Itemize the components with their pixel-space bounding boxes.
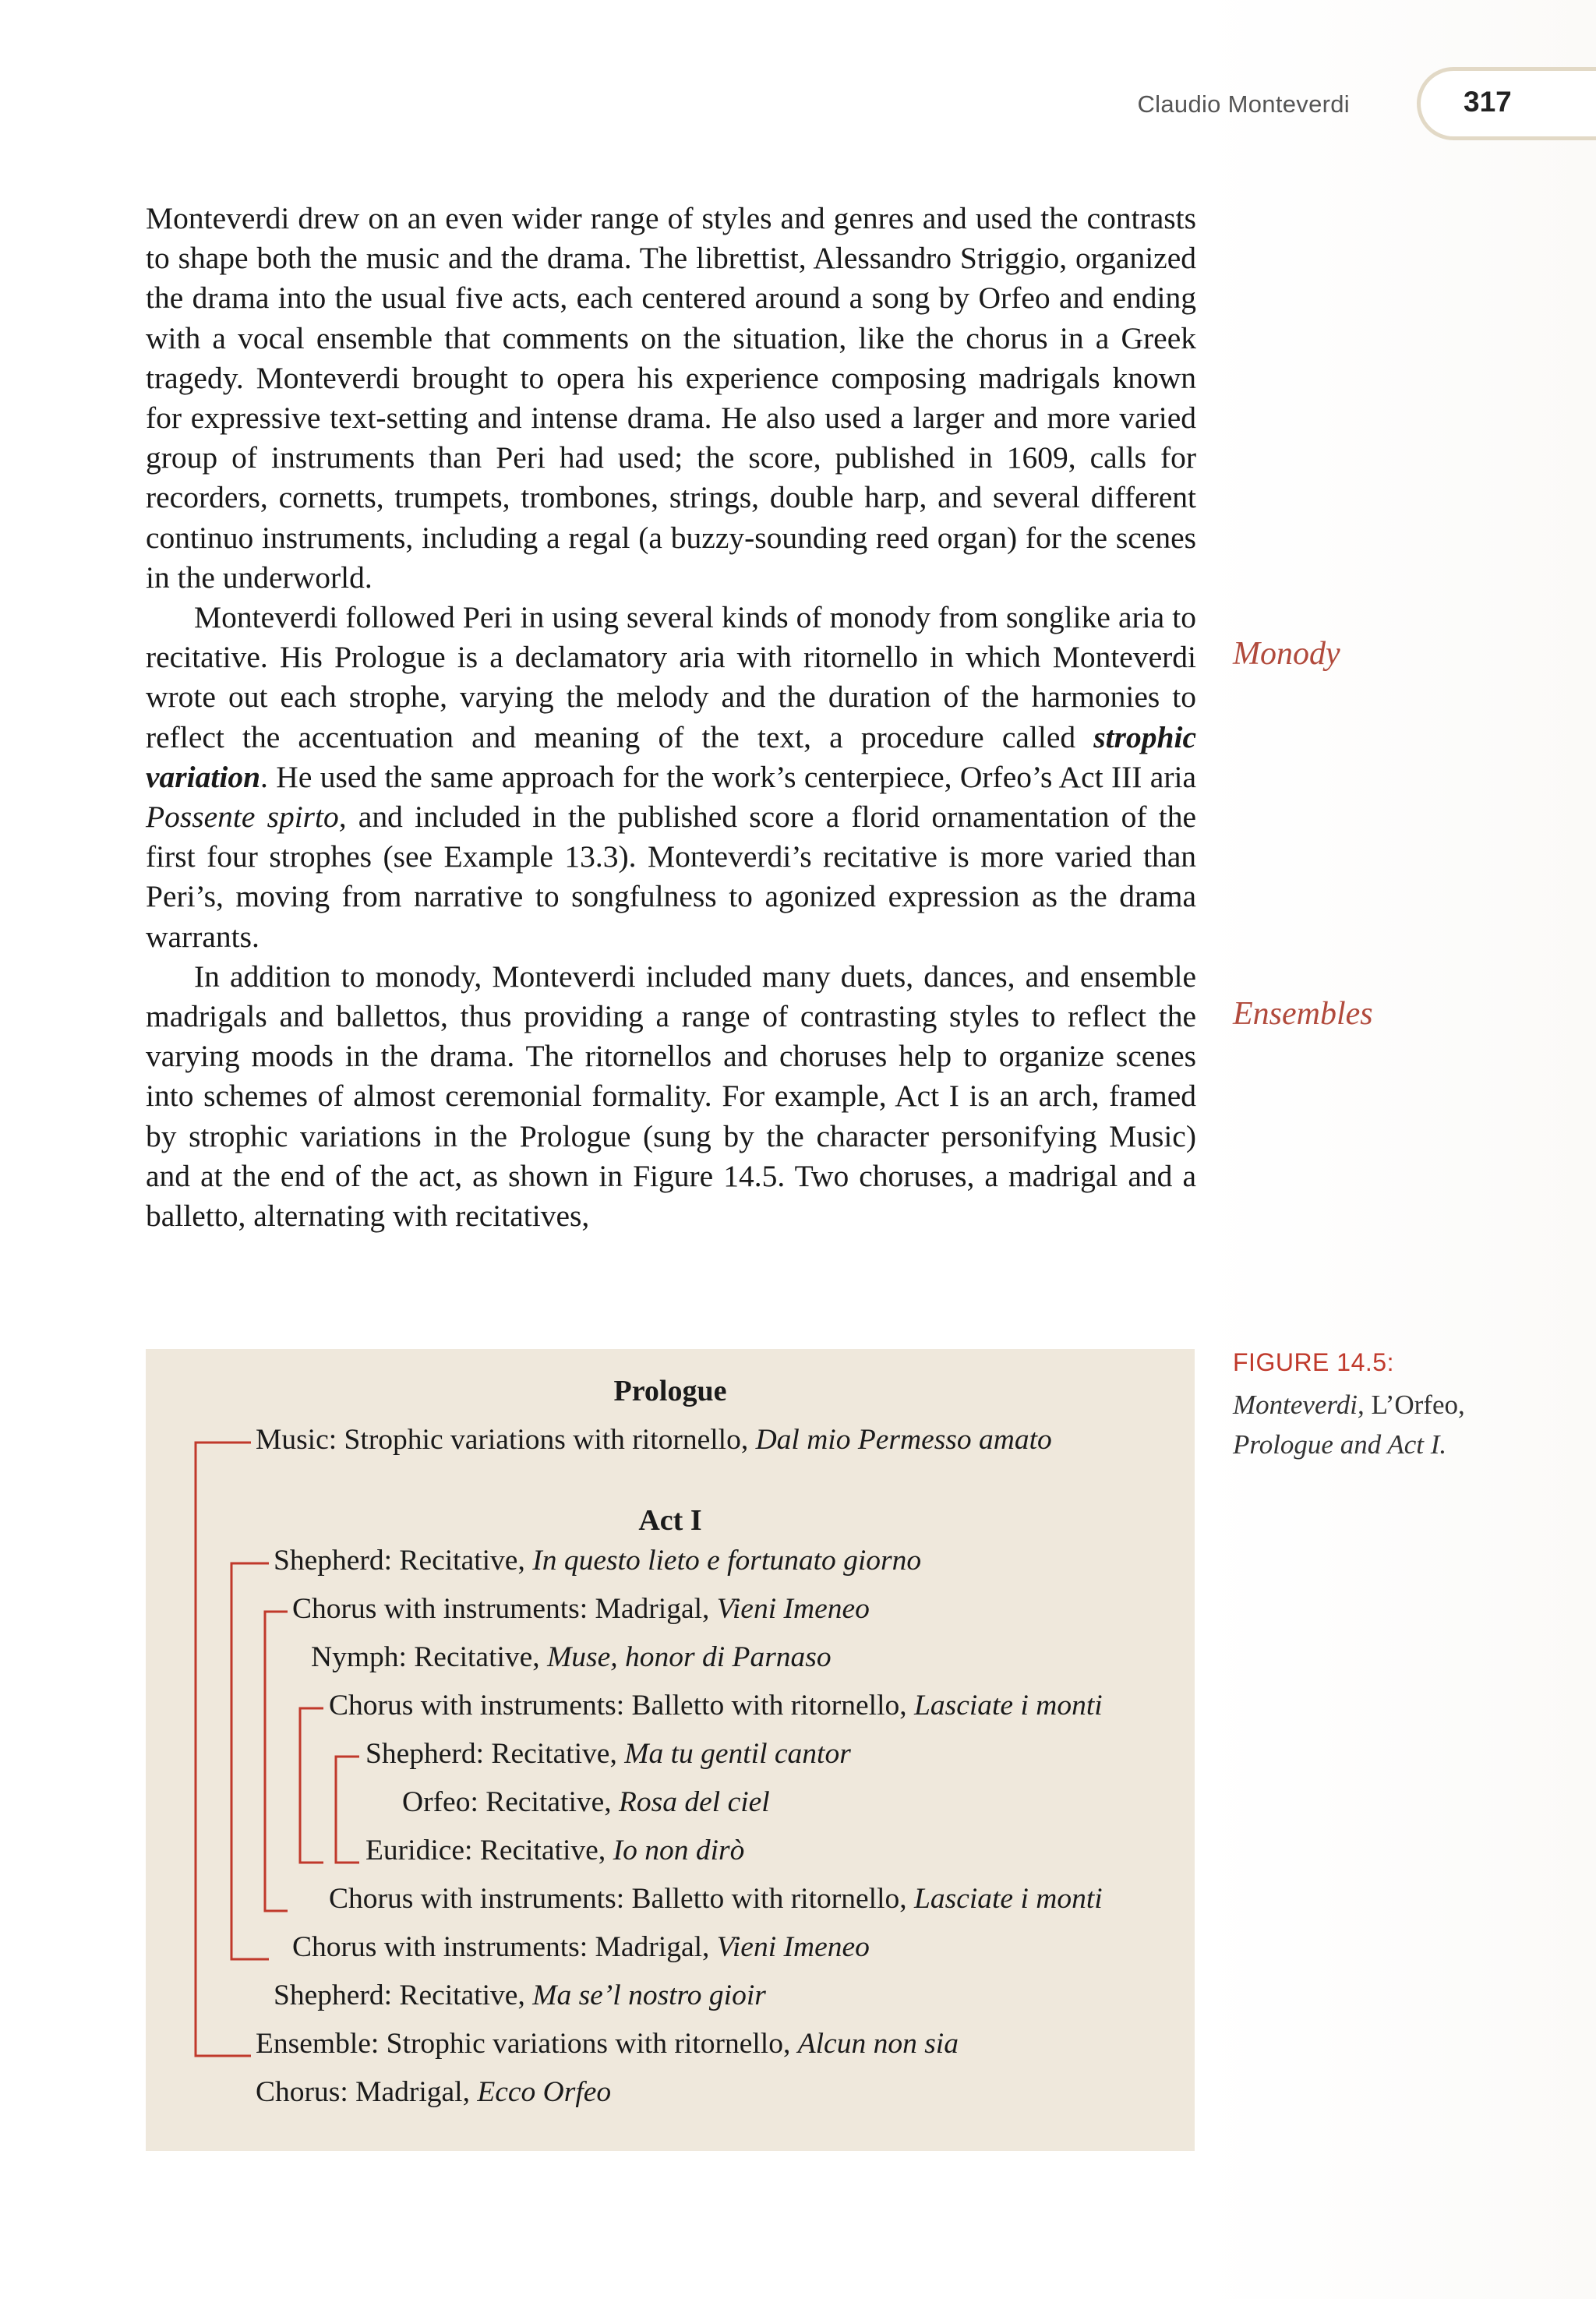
figure-line bbox=[329, 1882, 1103, 1916]
prologue-heading: Prologue bbox=[613, 1375, 727, 1407]
figure-line-label: Shepherd: Recitative, bbox=[274, 1979, 533, 2011]
margin-note-monody: Monody bbox=[1233, 636, 1340, 672]
margin-background bbox=[1200, 0, 1596, 2299]
key-term-strophic-variation: strophic variation bbox=[146, 719, 1196, 794]
bracket-line bbox=[300, 1708, 323, 1863]
bracket-line bbox=[336, 1757, 359, 1863]
figure-line-label: Euridice: Recitative, bbox=[365, 1835, 613, 1866]
caption-description: Prologue and Act I. bbox=[1233, 1429, 1447, 1460]
figure-line-label: Chorus with instruments: Madrigal, bbox=[292, 1593, 717, 1625]
figure-line-title: Vieni Imeneo bbox=[716, 1931, 870, 1963]
figure-line bbox=[311, 1640, 832, 1674]
figure-line bbox=[256, 2075, 611, 2109]
figure-caption bbox=[1233, 1385, 1560, 1464]
figure-line-title: Ecco Orfeo bbox=[477, 2076, 612, 2108]
body-text bbox=[146, 199, 1196, 1236]
figure-line bbox=[292, 1592, 870, 1626]
paragraph-2-text-c: and included in the published score a florid ornamentation of the first four strophes (see Example 13.3). Monteverdi’s recitative is more varied than Peri’s, moving from narrative to songfulness to agonized expression as the drama warrants. bbox=[146, 800, 1196, 954]
figure-line-title: Ma tu gentil cantor bbox=[624, 1738, 851, 1770]
figure-line-title: Dal mio Permesso amato bbox=[755, 1424, 1052, 1456]
figure-line bbox=[402, 1785, 770, 1819]
figure-line bbox=[274, 1544, 921, 1577]
figure-line bbox=[256, 2027, 959, 2061]
figure-14-5 bbox=[146, 1349, 1195, 2151]
figure-line-label: Chorus: Madrigal, bbox=[256, 2076, 478, 2108]
running-head: Claudio Monteverdi bbox=[1137, 90, 1350, 118]
aria-title: Possente spirto, bbox=[146, 800, 347, 835]
figure-line-title: Lasciate i monti bbox=[914, 1690, 1103, 1722]
figure-line-title: Ma se’l nostro gioir bbox=[532, 1979, 766, 2011]
margin-note-ensembles: Ensembles bbox=[1233, 996, 1373, 1032]
figure-line-label: Chorus with instruments: Balletto with ritornello, bbox=[329, 1690, 914, 1722]
paragraph-2 bbox=[146, 598, 1196, 957]
figure-line-title: Io non dirò bbox=[613, 1835, 745, 1866]
bracket-line bbox=[231, 1563, 269, 1959]
figure-line bbox=[256, 1423, 1052, 1457]
figure-line-label: Music: Strophic variations with ritornello, bbox=[256, 1424, 756, 1456]
figure-line bbox=[365, 1834, 744, 1867]
act-heading: Act I bbox=[638, 1504, 702, 1537]
paragraph-1: Monteverdi drew on an even wider range of styles and genres and used the contrasts to shape both the music and the drama. The librettist, Alessandro Striggio, organized the drama into the usual five acts, each centered around a song by Orfeo and ending with a vocal ensemble that comments on the situation, like the chorus in a Greek tragedy. Monteverdi brought to opera his experience composing madrigals known for expressive text-setting and intense drama. He also used a larger and more varied group of instruments than Peri had used; the score, published in 1609, calls for recorders, cornetts, trumpets, trombones, strings, double harp, and several different continuo instruments, including a regal (a buzzy-sounding reed organ) for the scenes in the underworld. bbox=[146, 201, 1196, 595]
figure-line-title: In questo lieto e fortunato giorno bbox=[532, 1545, 922, 1577]
paragraph-3: In addition to monody, Monteverdi included many duets, dances, and ensemble madrigals and ballettos, thus providing a range of contrasting styles to reflect the varying moods in the drama. The ritornellos and choruses help to organize scenes into schemes of almost ceremonial formality. For example, Act I is an arch, framed by strophic variations in the Prologue (sung by the character personifying Music) and at the end of the act, as shown in Figure 14.5. Two choruses, a madrigal and a balletto, alternating with recitatives, bbox=[146, 959, 1196, 1234]
figure-line bbox=[365, 1737, 851, 1771]
figure-line-title: Lasciate i monti bbox=[914, 1883, 1103, 1915]
page-number: 317 bbox=[1464, 86, 1512, 118]
caption-composer: Monteverdi, bbox=[1233, 1390, 1365, 1420]
figure-caption-label: FIGURE 14.5: bbox=[1233, 1348, 1394, 1376]
figure-line-title: Alcun non sia bbox=[797, 2028, 959, 2060]
figure-line-label: Shepherd: Recitative, bbox=[365, 1738, 625, 1770]
figure-line-label: Orfeo: Recitative, bbox=[402, 1786, 620, 1818]
figure-line-title: Rosa del ciel bbox=[619, 1786, 770, 1818]
paragraph-2-text-a: Monteverdi followed Peri in using several kinds of monody from songlike aria to recitative. His Prologue is a declamatory aria with ritornello in which Monteverdi wrote out each strophe, varying the melody and the duration of the harmonies to reflect the accentuation and meaning of the text, a procedure called bbox=[146, 600, 1196, 754]
figure-line-label: Ensemble: Strophic variations with ritornello, bbox=[256, 2028, 798, 2060]
figure-line-title: Vieni Imeneo bbox=[716, 1593, 870, 1625]
bracket-line bbox=[265, 1612, 288, 1911]
figure-line bbox=[329, 1689, 1103, 1722]
caption-work: L’Orfeo, bbox=[1364, 1390, 1465, 1420]
figure-line-label: Chorus with instruments: Madrigal, bbox=[292, 1931, 717, 1963]
figure-line bbox=[292, 1930, 870, 1964]
figure-line-label: Chorus with instruments: Balletto with ritornello, bbox=[329, 1883, 914, 1915]
figure-line bbox=[274, 1979, 766, 2012]
figure-line-label: Nymph: Recitative, bbox=[311, 1641, 548, 1673]
paragraph-2-text-b: . He used the same approach for the work’s centerpiece, Orfeo’s Act III aria bbox=[260, 759, 1196, 794]
figure-line-label: Shepherd: Recitative, bbox=[274, 1545, 533, 1577]
figure-line-title: Muse, honor di Parnaso bbox=[547, 1641, 832, 1673]
